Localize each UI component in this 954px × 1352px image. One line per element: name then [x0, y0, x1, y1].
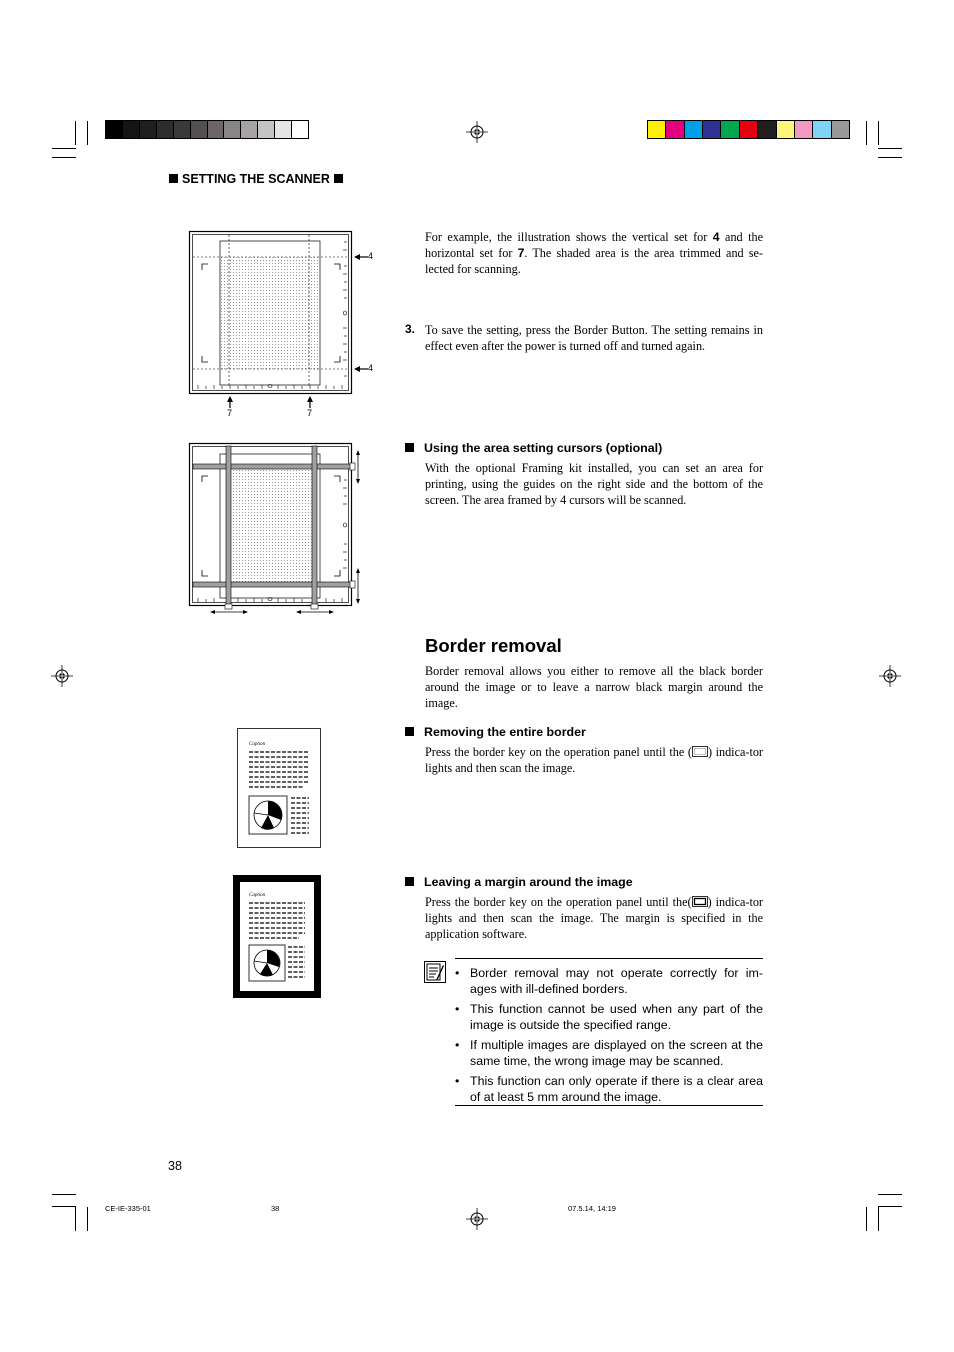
memo-note-icon	[424, 961, 446, 983]
border-removal-heading: Border removal	[425, 635, 562, 656]
gray-swatch	[174, 121, 191, 138]
footer-page: 38	[271, 1204, 280, 1213]
step-text: To save the setting, press the Border Button. The setting remains in effect even after the power is turned off and turned again.	[425, 323, 763, 353]
note-text: This function can only operate if there is a clear area of at least 5 mm around the image.	[470, 1074, 763, 1104]
note-bullet: •	[455, 1074, 460, 1088]
fig1-label-v-bottom: 4	[368, 363, 374, 373]
leave-margin-heading: Leaving a margin around the image	[405, 875, 633, 889]
color-swatch	[795, 121, 813, 138]
page-number: 38	[168, 1159, 182, 1173]
color-calibration-bar	[647, 120, 850, 139]
footer-doc-code: CE-IE-335-01	[105, 1204, 151, 1213]
notes-list	[455, 965, 763, 1109]
crosshair-target-icon	[466, 1208, 488, 1230]
document-with-margin-figure	[233, 875, 323, 999]
color-swatch	[685, 121, 703, 138]
note-text: This function cannot be used when any part of the image is outside the specified range.	[470, 1002, 763, 1032]
color-swatch	[740, 121, 758, 138]
grayscale-calibration-bar	[105, 120, 309, 139]
border-indicator-icon	[692, 896, 708, 907]
note-text: If multiple images are displayed on the screen at the same time, the wrong image may be scanned.	[470, 1038, 763, 1068]
section-title: SETTING THE SCANNER	[182, 172, 330, 186]
color-swatch	[813, 121, 831, 138]
remove-entire-text: Press the border key on the operation panel until the ( ) indica-tor lights and then scan the image.	[425, 745, 763, 775]
crosshair-target-icon	[51, 665, 73, 687]
note-rule-bottom	[455, 1105, 763, 1106]
color-swatch	[666, 121, 684, 138]
note-bullet: •	[455, 1038, 460, 1052]
crosshair-target-icon	[466, 121, 488, 143]
area-cursor-figure	[188, 440, 368, 620]
gray-swatch	[258, 121, 275, 138]
note-text: Border removal may not operate correctly for im-ages with ill-defined borders.	[470, 966, 763, 996]
document-without-border-figure	[237, 728, 322, 849]
color-swatch	[703, 121, 721, 138]
crosshair-target-icon	[879, 665, 901, 687]
gray-swatch	[157, 121, 174, 138]
color-swatch	[758, 121, 776, 138]
border-removal-intro: Border removal allows you either to remove all the black border around the image or to leave a narrow black margin around the image.	[425, 664, 763, 710]
border-indicator-icon	[692, 746, 708, 757]
gray-swatch	[292, 121, 308, 138]
gray-swatch	[241, 121, 258, 138]
gray-swatch	[123, 121, 140, 138]
note-bullet: •	[455, 1002, 460, 1016]
gray-swatch	[224, 121, 241, 138]
note-rule-top	[455, 958, 763, 959]
color-swatch	[648, 121, 666, 138]
cursors-text: With the optional Framing kit installed, you can set an area for printing, using the guides on the right side and the bottom of the screen. The area framed by 4 cursors will be scanned.	[425, 461, 763, 507]
fig1-label-v-top: 4	[368, 251, 374, 261]
remove-entire-heading: Removing the entire border	[405, 725, 586, 739]
trim-setting-figure	[188, 230, 388, 420]
leave-margin-text: Press the border key on the operation panel until the( ) indica-tor lights and then scan the image. The margin is specified in the application software.	[425, 895, 763, 941]
gray-swatch	[191, 121, 208, 138]
svg-text:Caption: Caption	[249, 893, 266, 898]
gray-swatch	[140, 121, 157, 138]
example-paragraph: For example, the illustration shows the vertical set for 4 and the horizontal set for 7. The shaded area is the area trimmed and se-lected for scanning.	[425, 230, 763, 276]
gray-swatch	[208, 121, 225, 138]
color-swatch	[721, 121, 739, 138]
step-number: 3.	[405, 322, 416, 336]
note-item	[455, 1001, 763, 1033]
cursors-heading: Using the area setting cursors (optional)	[405, 441, 662, 455]
fig1-label-h-right: 7	[307, 408, 313, 418]
color-swatch	[777, 121, 795, 138]
gray-swatch	[106, 121, 123, 138]
section-header	[169, 172, 343, 186]
gray-swatch	[275, 121, 292, 138]
note-item	[455, 1073, 763, 1105]
footer-datetime: 07.5.14, 14:19	[568, 1204, 616, 1213]
color-swatch	[832, 121, 849, 138]
svg-text:Caption: Caption	[249, 742, 266, 747]
fig1-label-h-left: 7	[227, 408, 233, 418]
note-bullet: •	[455, 966, 460, 980]
note-item	[455, 965, 763, 997]
note-item	[455, 1037, 763, 1069]
